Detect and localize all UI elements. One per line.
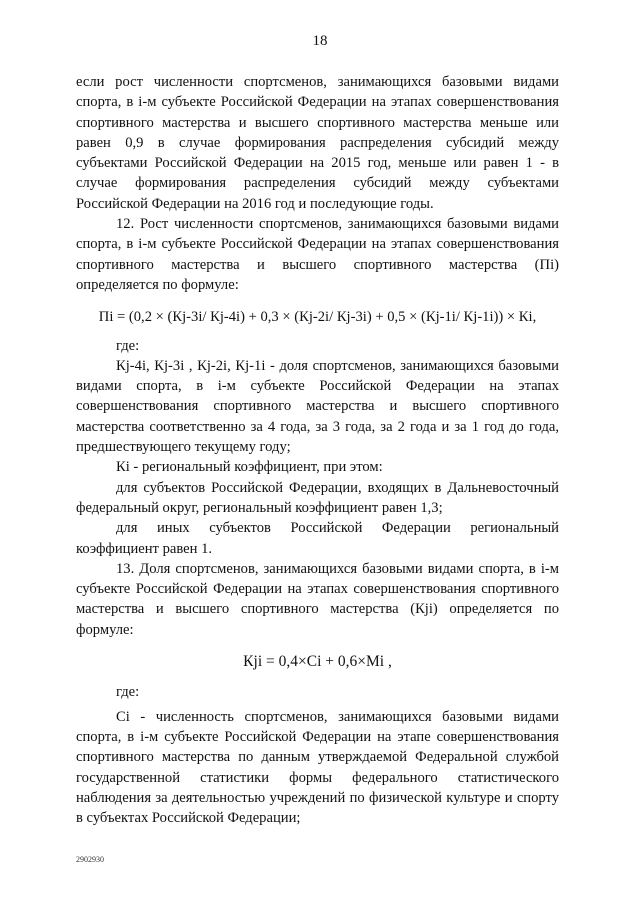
formula-growth: Пi = (0,2 × (Кj-3i/ Кj-4i) + 0,3 × (Кj-2i/ Кj-3i) + 0,5 × (Кj-1i/ Кj-1i)) × Кi,	[98, 309, 537, 326]
label-where-2: где:	[116, 684, 140, 701]
paragraph-item-12: 12. Рост численности спортсменов, занимающихся базовыми видами спорта, в i-м субъекте Российской Федерации на этапах совершенствования спортивного мастерства и высшего спортивного мастерства (Пi) определяется по формуле:	[76, 216, 559, 293]
label-where-1: где:	[116, 337, 140, 354]
document-body	[76, 72, 559, 828]
paragraph-other-coefficient: для иных субъектов Российской Федерации региональный коэффициент равен 1.	[76, 520, 559, 557]
paragraph-far-east-coefficient: для субъектов Российской Федерации, входящих в Дальневосточный федеральный округ, региональный коэффициент равен 1,3;	[76, 479, 559, 516]
page-number: 18	[312, 33, 328, 49]
share-variables: Кj-4i, Кj-3i , Кj-2i, Кj-1i	[116, 357, 266, 374]
paragraph-c-definition: Сi - численность спортсменов, занимающихся базовыми видами спорта, в i-м субъекте Российской Федерации на этапе совершенствования спортивного мастерства по данным утверждаемой Федеральной службой государственной статистики формы федерального статистического наблюдения за деятельностью учреждений по физической культуре и спорту в субъектах Российской Федерации;	[76, 708, 559, 827]
formula-share: Кji = 0,4×Сi + 0,6×Мi ,	[243, 653, 392, 671]
share-description: - доля спортсменов, занимающихся базовыми видами спорта, в i-м субъекте Российской Федерации на этапах совершенствования спортивного мастерства и высшего спортивного мастерства соответственно за 4 года, за 3 года, за 2 года и за 1 год до года, предшествующего текущему году;	[76, 357, 559, 456]
paragraph-growth-condition: если рост численности спортсменов, занимающихся базовыми видами спорта, в i-м субъекте Российской Федерации на этапах совершенствования спортивного мастерства и высшего спортивного мастерства меньше или равен 0,9 в случае формирования распределения субсидий между субъектами Российской Федерации на 2015 год, меньше или равен 1 - в случае формирования распределения субсидий между субъектами Российской Федерации на 2016 год и последующие годы.	[76, 74, 559, 212]
paragraph-item-13: 13. Доля спортсменов, занимающихся базовыми видами спорта, в i-м субъекте Российской Федерации на этапах совершенствования спортивного мастерства и высшего спортивного мастерства (Кji) определяется по формуле:	[76, 560, 559, 638]
paragraph-regional-coefficient: Кi - региональный коэффициент, при этом:	[116, 459, 383, 476]
paragraph-share-definition	[76, 356, 559, 457]
document-code: 2902930	[76, 855, 104, 864]
